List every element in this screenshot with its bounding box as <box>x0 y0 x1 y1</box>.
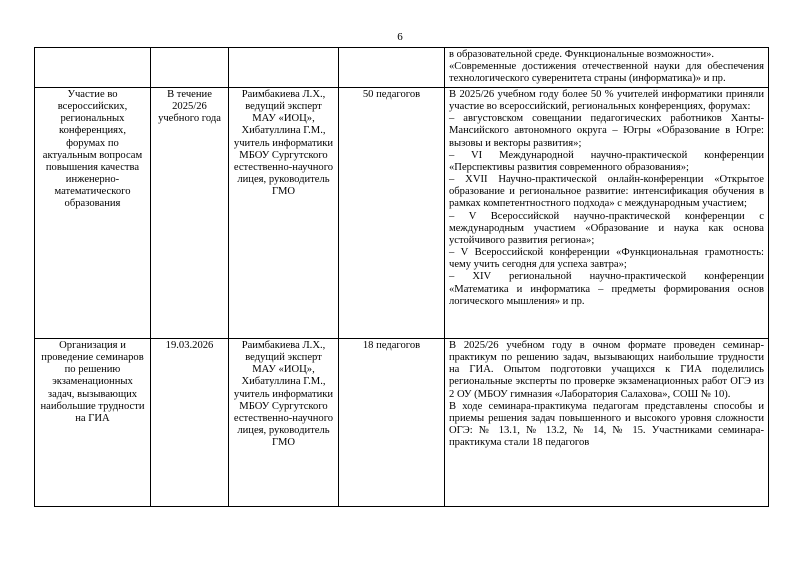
results-paragraph: – августовском совещании педагогических работников Ханты-Мансийского автономного округа – Югры «Образование в Югре: вызовы и векторы развития»; <box>449 113 764 149</box>
participants-cell: 50 педагогов <box>339 88 445 339</box>
results-paragraph: – V Всероссийской научно-практической конференции с международным участием «Образование и наука как основа устойчивого развития региона»; <box>449 210 764 246</box>
page-number: 6 <box>397 31 403 43</box>
results-cell <box>445 339 769 507</box>
responsible-cell: Раимбакиева Л.Х., ведущий эксперт МАУ «ИОЦ», Хибатуллина Г.М., учитель информатики МБОУ Сургутского естественно-научного лицея, руководитель ГМО <box>229 339 339 507</box>
event-cell <box>35 48 151 88</box>
results-paragraph: В 2025/26 учебном году в очном формате проведен семинар-практикум по решению задач, вызывающих наибольшие трудности на ГИА. Опытом подготовки учащихся к ГИА поделились региональные эксперты по проверке экзаменационных работ ОГЭ из 2 ОУ (МБОУ гимназия «Лаборатория Салахова», СОШ № 10). <box>449 340 764 400</box>
results-paragraph: «Современные достижения отечественной науки для обеспечения технологического суверенитета страны (информатика)» и пр. <box>449 61 764 85</box>
results-paragraph: в образовательной среде. Функциональные возможности». <box>449 49 715 60</box>
event-cell: Организация и проведение семинаров по решению экзаменационных задач, вызывающих наибольшие трудности на ГИА <box>35 339 151 507</box>
responsible-cell: Раимбакиева Л.Х., ведущий эксперт МАУ «ИОЦ», Хибатуллина Г.М., учитель информатики МБОУ Сургутского естественно-научного лицея, руководитель ГМО <box>229 88 339 339</box>
table-row <box>35 48 769 88</box>
results-paragraph: В ходе семинара-практикума педагогам представлены способы и приемы решения задач повышенного и высокого уровня сложности ОГЭ: № 13.1, № 13.2, № 14, № 15. Участниками семинара-практикума стали 18 педагогов <box>449 400 764 449</box>
responsible-cell <box>229 48 339 88</box>
results-cell <box>445 88 769 339</box>
results-paragraph: В 2025/26 учебном году более 50 % учителей информатики приняли участие во всероссийский, региональных конференциях, форумах: <box>449 89 764 113</box>
results-paragraph: – V Всероссийской конференции «Функциональная грамотность: чему учить сегодня для успеха завтра»; <box>449 247 764 271</box>
event-cell: Участие во всероссийских, региональных конференциях, форумах по актуальным вопросам повышения качества инженерно-математического образования <box>35 88 151 339</box>
activities-table <box>34 47 769 507</box>
results-cell <box>445 48 769 88</box>
results-paragraph: – XVII Научно-практической онлайн-конференции «Открытое образование и региональное развитие: интенсификация обучения в рамках компетентностного подхода» с международным участием; <box>449 174 764 210</box>
table-row <box>35 339 769 507</box>
results-paragraph: – VI Международной научно-практической конференции «Перспективы развития современного образования»; <box>449 149 764 173</box>
participants-cell <box>339 48 445 88</box>
results-paragraph: – XIV региональной научно-практической конференции «Математика и информатика – предметы формирования основ логического мышления» и пр. <box>449 271 764 307</box>
participants-cell: 18 педагогов <box>339 339 445 507</box>
date-cell <box>151 48 229 88</box>
date-cell: В течение 2025/26 учебного года <box>151 88 229 339</box>
date-cell: 19.03.2026 <box>151 339 229 507</box>
table-row <box>35 88 769 339</box>
